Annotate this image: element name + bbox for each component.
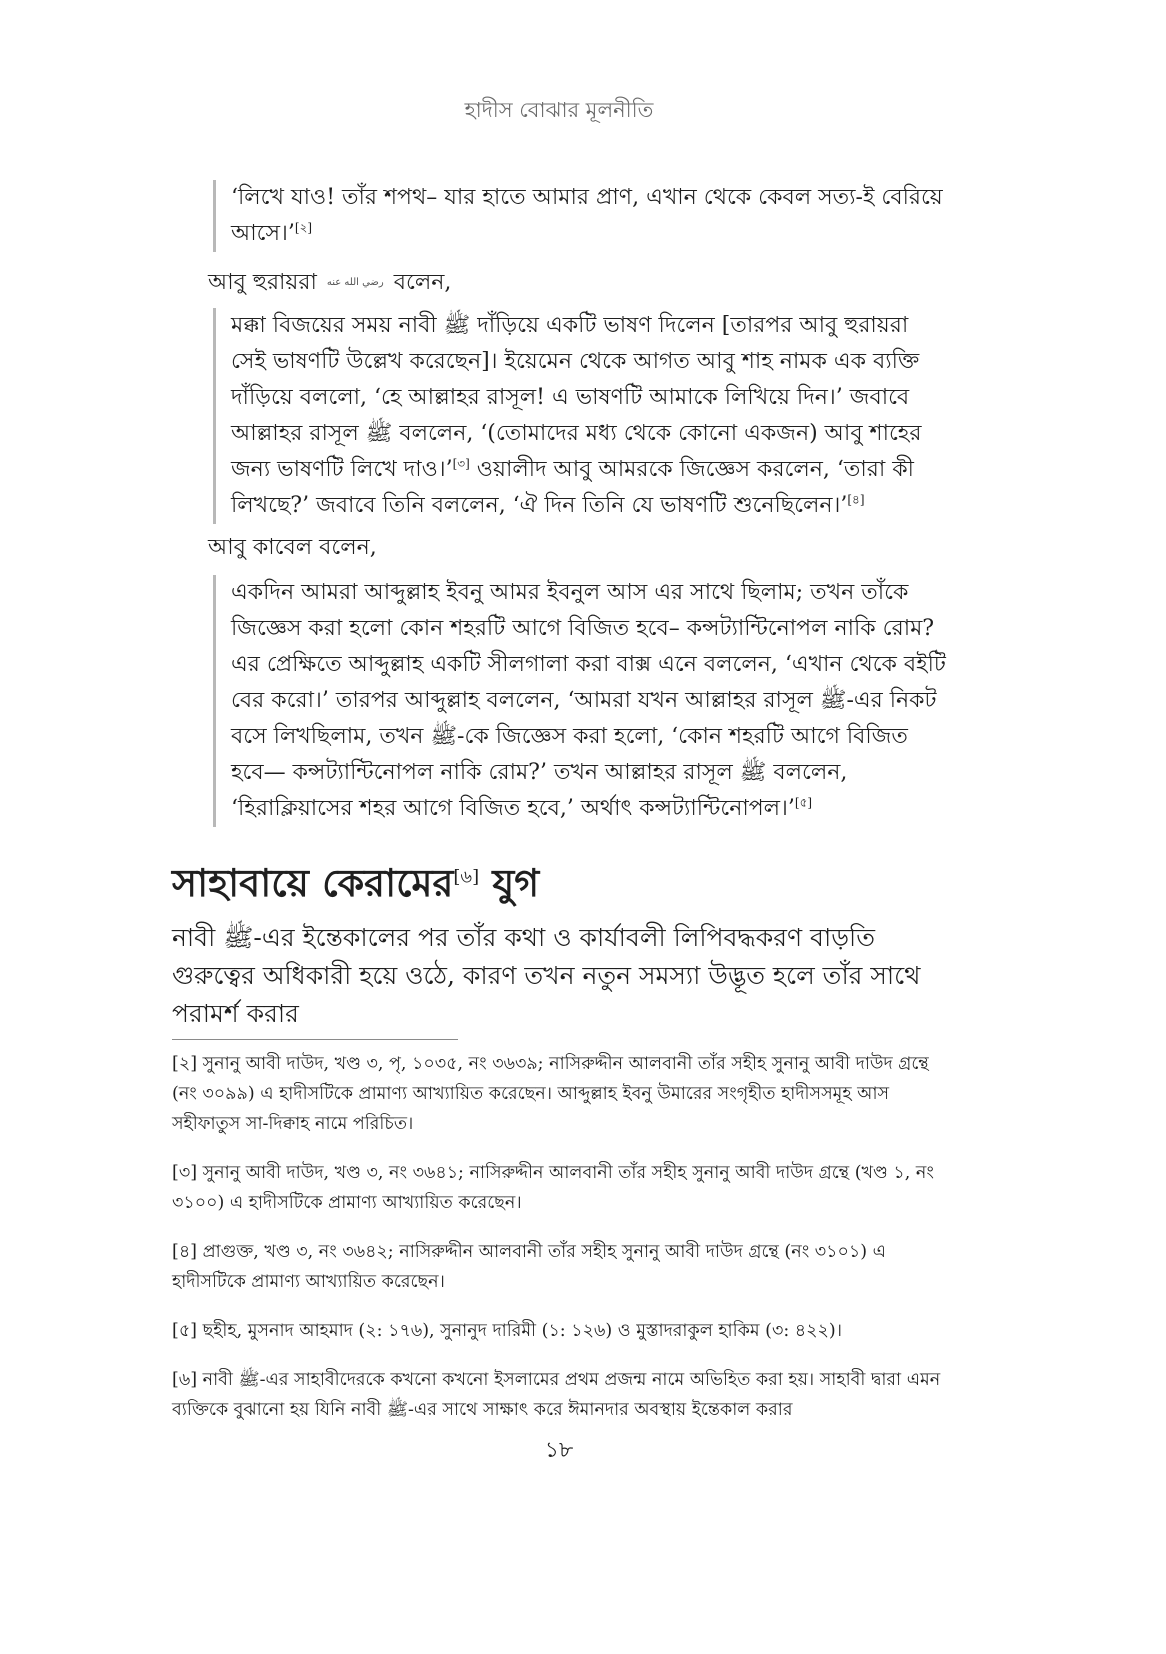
- footnote-separator: [172, 1039, 458, 1040]
- quote-block-3: [213, 575, 946, 827]
- quote-block-1: [213, 180, 946, 252]
- footnote-ref-2: [২]: [294, 220, 313, 235]
- footnote-text: নাবী ﷺ-এর সাহাবীদেরকে কখনো কখনো ইসলামের প্রথম প্রজন্ম নামে অভিহিত করা হয়। সাহাবী দ্বারা এমন ব্যক্তিকে বুঝানো হয় যিনি নাবী ﷺ-এর সাথে সাক্ষাৎ করে ঈমানদার অবস্থায় ইন্তেকাল করার: [172, 1370, 941, 1420]
- page-content: [172, 95, 946, 1444]
- honorific-icon: رضي الله عنه: [326, 277, 384, 288]
- footnote-marker: [৪]: [172, 1242, 198, 1262]
- section-heading-end: যুগ: [479, 860, 540, 905]
- footnotes: [172, 1049, 946, 1425]
- footnote-ref-4: [৪]: [847, 492, 865, 507]
- footnote-ref-3: [৩]: [452, 456, 470, 471]
- intro-abu-qabil: আবু কাবেল বলেন,: [208, 535, 377, 560]
- footnote-text: সুনানু আবী দাউদ, খণ্ড ৩, নং ৩৬৪১; নাসিরুদ্দীন আলবানী তাঁর সহীহ সুনানু আবী দাউদ গ্রন্থে (খণ্ড ১, নং ৩১০০) এ হাদীসটিকে প্রামাণ্য আখ্যায়িত করেছেন।: [172, 1163, 934, 1213]
- footnote: [172, 1158, 946, 1218]
- footnote: [172, 1049, 946, 1139]
- footnote-marker: [৫]: [172, 1321, 198, 1341]
- footnote-ref-5: [৫]: [794, 795, 813, 810]
- section-heading-text: সাহাবায়ে কেরামের: [172, 860, 454, 905]
- section-heading: [172, 858, 946, 908]
- footnote-ref-6: [৬]: [453, 866, 480, 888]
- footnote-marker: [২]: [172, 1054, 198, 1074]
- narrator-name: আবু হুরায়রা: [208, 270, 317, 295]
- footnote-marker: [৩]: [172, 1163, 198, 1183]
- quote-block-2: [213, 308, 946, 524]
- quote-3-text: একদিন আমরা আব্দুল্লাহ ইবনু আমর ইবনুল আস এর সাথে ছিলাম; তখন তাঁকে জিজ্ঞেস করা হলো কোন শহরটি আগে বিজিত হবে– কন্সট্যান্টিনোপল নাকি রোম? এর প্রেক্ষিতে আব্দুল্লাহ একটি সীলগালা করা বাক্স এনে বললেন, ‘এখান থেকে বইটি বের করো।’ তারপর আব্দুল্লাহ বললেন, ‘আমরা যখন আল্লাহর রাসূল ﷺ-এর নিকট বসে লিখছিলাম, তখন ﷺ-কে জিজ্ঞেস করা হলো, ‘কোন শহরটি আগে বিজিত হবে— কন্সট্যান্টিনোপল নাকি রোম?’ তখন আল্লাহর রাসূল ﷺ বললেন, ‘হিরাক্লিয়াসের শহর আগে বিজিত হবে,’ অর্থাৎ কন্সট্যান্টিনোপল।’: [231, 580, 946, 821]
- footnote: [172, 1316, 946, 1346]
- footnote-marker: [৬]: [172, 1370, 198, 1390]
- narrator-verb: বলেন,: [393, 270, 452, 295]
- quote-2-text-part-1: মক্কা বিজয়ের সময় নাবী ﷺ দাঁড়িয়ে একটি ভাষণ দিলেন [তারপর আবু হুরায়রা সেই ভাষণটি উল্লেখ করেছেন]। ইয়েমেন থেকে আগত আবু শাহ নামক এক ব্যক্তি দাঁড়িয়ে বললো, ‘হে আল্লাহর রাসূল! এ ভাষণটি আমাকে লিখিয়ে দিন।’ জবাবে আল্লাহর রাসূল ﷺ বললেন, ‘(তোমাদের মধ্য থেকে কোনো একজন) আবু শাহের জন্য ভাষণটি লিখে দাও।’: [231, 313, 922, 482]
- footnote: [172, 1365, 946, 1425]
- footnote-text: ছহীহ, মুসনাদ আহমাদ (২: ১৭৬), সুনানুদ দারিমী (১: ১২৬) ও মুস্তাদরাকুল হাকিম (৩: ৪২২)।: [202, 1321, 842, 1341]
- page-number: ১৮: [544, 1438, 574, 1463]
- footnote-text: সুনানু আবী দাউদ, খণ্ড ৩, পৃ, ১০৩৫, নং ৩৬৩৯; নাসিরুদ্দীন আলবানী তাঁর সহীহ সুনানু আবী দাউদ গ্রন্থে (নং ৩০৯৯) এ হাদীসটিকে প্রামাণ্য আখ্যায়িত করেছেন। আব্দুল্লাহ ইবনু উমারের সংগৃহীত হাদীসসমূহ আস সহীফাতুস সা-দিক্বাহ নামে পরিচিত।: [172, 1054, 929, 1134]
- footnote: [172, 1237, 946, 1297]
- footnote-text: প্রাগুক্ত, খণ্ড ৩, নং ৩৬৪২; নাসিরুদ্দীন আলবানী তাঁর সহীহ সুনানু আবী দাউদ গ্রন্থে (নং ৩১০১) এ হাদীসটিকে প্রামাণ্য আখ্যায়িত করেছেন।: [172, 1242, 886, 1292]
- section-body: নাবী ﷺ-এর ইন্তেকালের পর তাঁর কথা ও কার্যাবলী লিপিবদ্ধকরণ বাড়তি গুরুত্বের অধিকারী হয়ে ওঠে, কারণ তখন নতুন সমস্যা উদ্ভূত হলে তাঁর সাথে পরামর্শ করার: [172, 923, 921, 1028]
- quote-1-text: ‘লিখে যাও! তাঁর শপথ– যার হাতে আমার প্রাণ, এখান থেকে কেবল সত্য-ই বেরিয়ে আসে।’: [231, 185, 943, 246]
- intro-abu-hurairah: [208, 265, 946, 301]
- quote-2-text-part-2: ওয়ালীদ আবু আমরকে জিজ্ঞেস করলেন, ‘তারা কী লিখছে?’ জবাবে তিনি বললেন, ‘ঐ দিন তিনি যে ভাষণটি শুনেছিলেন।’: [231, 457, 914, 518]
- running-title: হাদীস বোঝার মূলনীতি: [464, 98, 654, 122]
